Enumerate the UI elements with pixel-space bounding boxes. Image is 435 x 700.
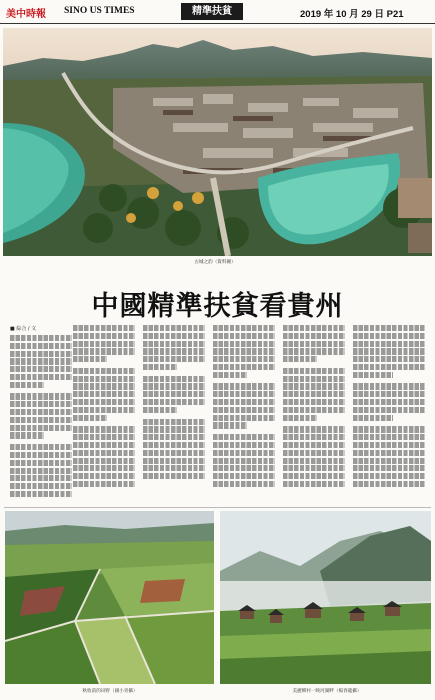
article-column-1 — [10, 335, 72, 505]
masthead — [0, 0, 435, 24]
top-aerial-photo — [3, 28, 432, 256]
article-column-3 — [143, 325, 205, 505]
headline: 中國精準扶貧看貴州 — [91, 291, 344, 322]
section-title: 精準扶貧 — [181, 3, 243, 20]
farmland-photo-caption: 秋收前的田野（國小青攝） — [82, 689, 138, 694]
section-rule — [4, 507, 431, 508]
article-column-2 — [73, 325, 135, 505]
logo-english: SINO US TIMES — [64, 6, 135, 16]
article-column-6 — [353, 325, 425, 505]
village-photo-caption: 美麗鄉村一映河湖畔（楊春龍攝） — [292, 689, 362, 694]
byline: ■ 綜合 / 文 — [10, 326, 37, 332]
logo-chinese: 美中時報 — [6, 9, 46, 20]
date-and-page: 2019 年 10 月 29 日 P21 — [300, 9, 404, 20]
article-column-4 — [213, 325, 275, 505]
village-photo — [220, 511, 431, 684]
farmland-photo — [5, 511, 214, 684]
top-photo-caption: 古城之韵（資料圖） — [194, 260, 236, 265]
article-column-5 — [283, 325, 345, 505]
header-rule — [0, 23, 435, 24]
